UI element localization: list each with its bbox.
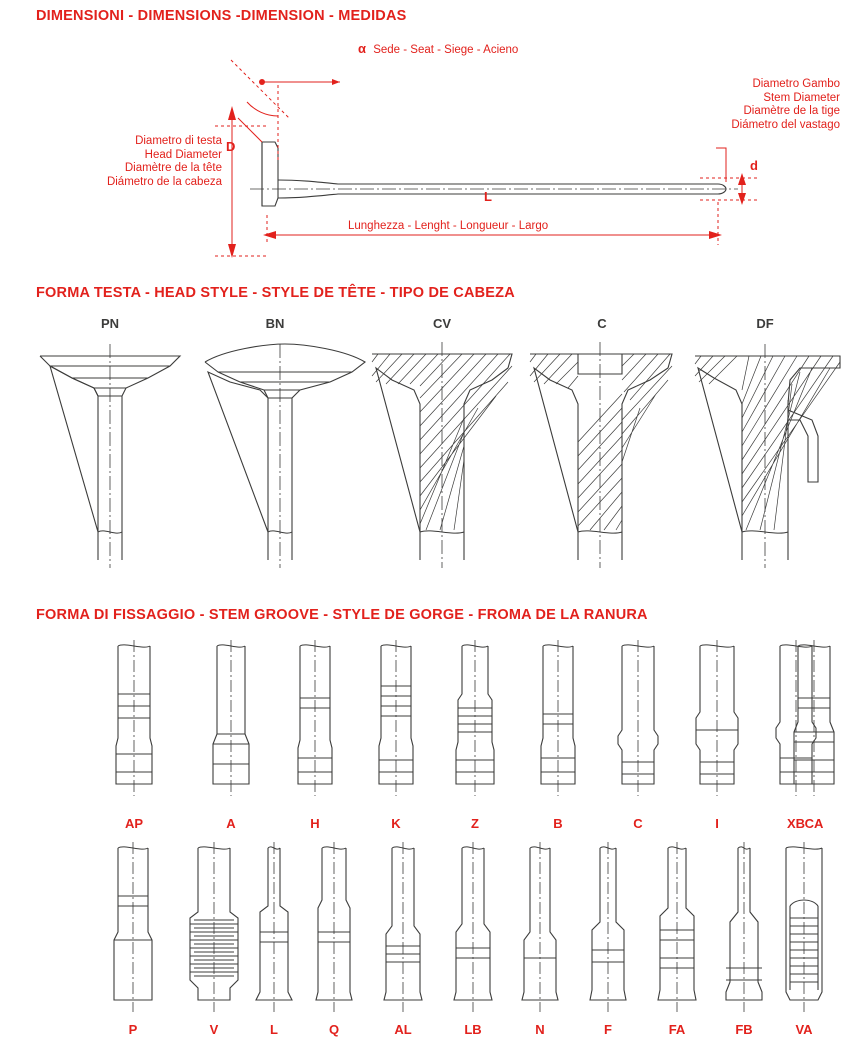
head-diameter-line-en: Head Diameter <box>144 148 222 161</box>
groove-code-n: N <box>535 1022 545 1037</box>
head-diameter-line-it: Diametro di testa <box>135 135 222 147</box>
groove-shape-h <box>298 640 332 796</box>
stem-groove-shape-ca <box>760 634 860 814</box>
groove-shape-q <box>316 842 352 1012</box>
groove-code-k: K <box>391 816 401 831</box>
groove-shape-i <box>696 640 738 796</box>
groove-code-b: B <box>553 816 563 831</box>
groove-code-lb: LB <box>464 1022 482 1037</box>
groove-shape-k <box>379 640 413 796</box>
label-L: L <box>484 189 492 204</box>
stem-diameter-line-it: Diametro Gambo <box>752 78 840 90</box>
groove-shape-f <box>590 842 626 1012</box>
head-code-pn: PN <box>100 316 120 331</box>
groove-shape-v <box>190 842 238 1012</box>
head-style-drawings <box>0 332 860 582</box>
groove-code-l: L <box>270 1022 278 1037</box>
groove-code-c: C <box>633 816 643 831</box>
groove-code-q: Q <box>328 1022 340 1037</box>
seat-alpha-symbol: α <box>358 41 366 56</box>
groove-code-h: H <box>310 816 320 831</box>
label-length: Lunghezza - Lenght - Longueur - Largo <box>348 220 549 232</box>
groove-code-p: P <box>128 1022 138 1037</box>
head-code-c: C <box>597 316 607 331</box>
groove-code-al: AL <box>394 1022 412 1037</box>
label-d: d <box>750 158 758 173</box>
head-shape-bn <box>205 344 365 568</box>
groove-code-va: VA <box>795 1022 813 1037</box>
label-stem-diameter <box>600 78 840 132</box>
section-title-head-style: FORMA TESTA - HEAD STYLE - STYLE DE TÊTE - TIPO DE CABEZA <box>36 285 515 301</box>
groove-shape-z <box>456 640 494 796</box>
head-diameter-line-es: Diámetro de la cabeza <box>106 175 222 188</box>
section-title-dimensions: DIMENSIONI - DIMENSIONS -DIMENSION - MEDIDAS <box>36 8 407 24</box>
groove-shape-l <box>256 842 292 1012</box>
seat-label-text: Sede - Seat - Siege - Acieno <box>373 44 519 56</box>
head-shape-cv <box>372 342 512 568</box>
groove-code-v: V <box>209 1022 219 1037</box>
groove-code-i: I <box>715 816 719 831</box>
groove-shape-p <box>114 842 152 1012</box>
groove-shape-va <box>786 842 822 1012</box>
head-diameter-line-fr: Diamètre de la tête <box>124 162 222 174</box>
groove-code-ca: CA <box>804 816 824 831</box>
stem-diameter-line-fr: Diamètre de la tige <box>743 105 840 117</box>
head-shape-c <box>530 342 672 568</box>
label-seat-symbol <box>358 42 518 58</box>
groove-code-f: F <box>604 1022 612 1037</box>
groove-code-fa: FA <box>668 1022 686 1037</box>
section-title-stem-groove: FORMA DI FISSAGGIO - STEM GROOVE - STYLE DE GORGE - FROMA DE LA RANURA <box>36 607 648 623</box>
head-shape-df <box>695 344 840 568</box>
label-head-diameter <box>0 135 222 189</box>
groove-code-xb: XB <box>786 816 806 831</box>
label-D: D <box>226 139 236 154</box>
groove-code-fb: FB <box>735 1022 753 1037</box>
groove-shape-al <box>384 842 422 1012</box>
groove-shape-ap <box>116 640 152 796</box>
head-code-cv: CV <box>432 316 452 331</box>
groove-shape-fa <box>658 842 696 1012</box>
groove-shape-c-groove <box>618 640 658 796</box>
stem-groove-drawings-row2 <box>0 840 860 1025</box>
groove-shape-n <box>522 842 558 1012</box>
head-code-bn: BN <box>265 316 285 331</box>
stem-groove-drawings-row1 <box>0 634 860 814</box>
groove-shape-fb <box>726 842 762 1012</box>
groove-code-a: A <box>226 816 236 831</box>
groove-code-z: Z <box>471 816 479 831</box>
head-shape-pn <box>40 344 180 568</box>
groove-code-ap: AP <box>124 816 144 831</box>
groove-shape-b <box>541 640 575 796</box>
groove-shape-lb <box>454 842 492 1012</box>
stem-diameter-line-es: Diámetro del vastago <box>731 118 840 131</box>
head-code-df: DF <box>756 316 774 331</box>
stem-diameter-line-en: Stem Diameter <box>763 91 840 104</box>
groove-shape-a <box>213 640 249 796</box>
